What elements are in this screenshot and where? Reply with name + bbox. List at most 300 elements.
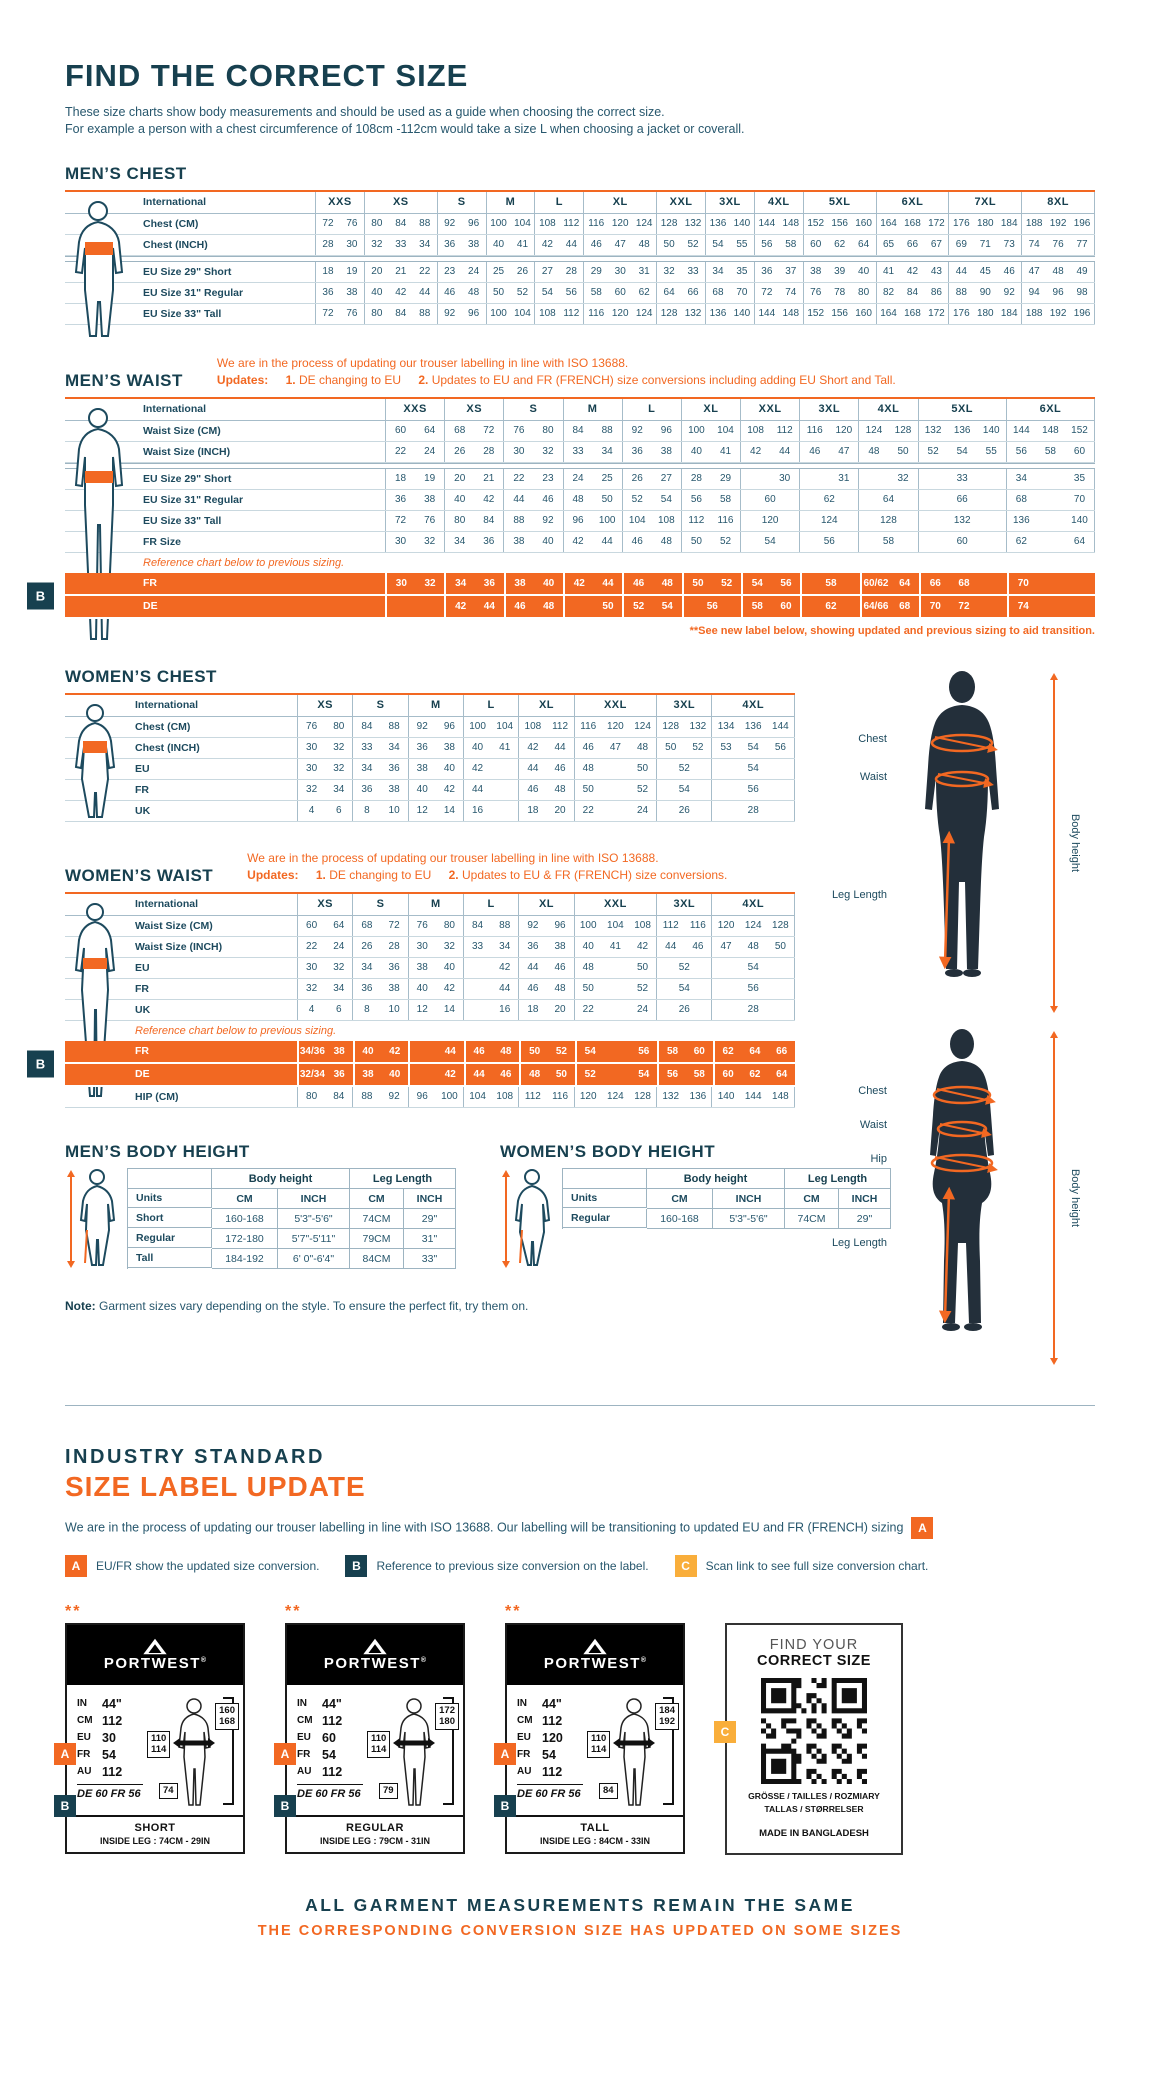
table-row <box>65 759 795 780</box>
size-cell: 66 <box>918 490 1006 510</box>
size-cell: 176 180 184 <box>948 214 1021 234</box>
size-cell: 64 66 <box>656 283 705 303</box>
row-label: Waist Size (CM) <box>143 425 221 437</box>
size-cell: 30 32 <box>297 738 352 758</box>
size-cell: 144 148 152 <box>1006 421 1095 441</box>
table-header-row <box>65 695 795 717</box>
qr-code <box>761 1678 867 1784</box>
size-cell: 136 140 <box>705 304 754 324</box>
size-cell: 62 64 66 <box>713 1041 795 1062</box>
size-cell: 46 48 <box>622 532 681 552</box>
badge-b: B <box>27 1051 54 1078</box>
size-cell: 46 48 <box>464 1041 520 1062</box>
mens-waist-footnote: **See new label below, showing updated and previous sizing to aid transition. <box>689 625 1095 637</box>
table-row <box>65 1000 795 1021</box>
inside-leg: INSIDE LEG : 74CM - 29IN <box>99 1836 211 1846</box>
size-cell: 34/36 38 <box>297 1041 353 1062</box>
size-cell: 50 52 <box>519 1041 575 1062</box>
size-cell: 76 80 <box>297 717 352 737</box>
size-row: EU 120 <box>517 1730 563 1745</box>
footer-line-1: ALL GARMENT MEASUREMENTS REMAIN THE SAME <box>305 1895 855 1915</box>
mens-chest-section <box>65 164 1095 325</box>
size-cell: 30 32 <box>385 573 444 594</box>
table-row <box>65 511 1095 532</box>
table-row <box>65 1087 795 1108</box>
size-cell: 56 <box>799 532 858 552</box>
table-row <box>65 916 795 937</box>
size-cell: 132 136 <box>656 1087 711 1107</box>
height-row-label: Regular <box>128 1229 212 1248</box>
size-cell: 58 <box>858 532 917 552</box>
size-cell: 46 48 <box>437 283 486 303</box>
row-label: Chest (INCH) <box>135 742 200 754</box>
table-header-row <box>65 894 795 916</box>
brand-name: PORTWEST® <box>103 1655 207 1672</box>
size-column-header: XL <box>681 399 740 420</box>
row-label: HIP (CM) <box>135 1091 179 1103</box>
size-cell: 42 <box>463 759 518 779</box>
row-label: FR <box>135 983 149 995</box>
leg-measure-box: 74 <box>159 1783 178 1800</box>
size-cell: 60 64 <box>297 916 352 936</box>
badge-a: A <box>274 1743 296 1765</box>
size-cell: 41 42 43 <box>876 262 949 282</box>
size-cell: 60 <box>918 532 1006 552</box>
height-value: 5'7"-5'11" <box>278 1229 350 1249</box>
size-cell: 33 34 <box>463 937 518 957</box>
row-label: Waist Size (INCH) <box>135 941 223 953</box>
size-cell: 108 112 <box>534 304 583 324</box>
table-row <box>65 937 795 958</box>
table-row <box>65 958 795 979</box>
table-row <box>65 235 1095 256</box>
size-row: EU 60 <box>297 1730 336 1745</box>
height-value: 172-180 <box>212 1229 278 1249</box>
fit-note: Note: Garment sizes vary depending on the style. To ensure the perfect fit, try them on. <box>65 1299 529 1313</box>
size-cell: 32 34 <box>297 780 352 800</box>
badge-c: C <box>675 1555 697 1577</box>
size-cell: 22 24 <box>297 937 352 957</box>
size-cell: 56 58 <box>754 235 803 255</box>
badge-a: A <box>494 1743 516 1765</box>
size-row: AU 112 <box>77 1764 123 1779</box>
page-subtitle-2: For example a person with a chest circumference of 108cm -112cm would take a size L when choosing a jacket or coverall. <box>65 122 745 136</box>
portwest-logo-icon <box>362 1638 388 1655</box>
size-column-header: XXL <box>656 192 705 213</box>
size-cell: 116 120 <box>799 421 858 441</box>
corner-label: International <box>135 699 199 711</box>
size-cell: 84 88 <box>563 421 622 441</box>
size-cell: 88 90 92 <box>948 283 1021 303</box>
measurement-sketch <box>371 1695 457 1811</box>
female-waist-label: Waist <box>859 1119 887 1131</box>
size-cell: 36 38 <box>352 979 407 999</box>
womens-waist-note: We are in the process of updating our trouser labelling in line with ISO 13688. Updates: 1. DE changing to EU 2. Updates to EU & FR (FRENCH) size conversions. <box>247 851 728 882</box>
size-cell: 112 116 <box>681 511 740 531</box>
size-cell: 68 70 <box>1006 490 1095 510</box>
size-cell: 44 <box>463 979 518 999</box>
size-column-header: XXL <box>574 695 657 716</box>
size-cell: 64 <box>858 490 917 510</box>
table-row <box>65 979 795 1000</box>
size-cell: 136 140 <box>705 214 754 234</box>
legend-item: C Scan link to see full size conversion chart. <box>675 1555 929 1577</box>
size-cell: 72 76 <box>385 511 444 531</box>
size-column-header: XL <box>518 695 573 716</box>
table-row <box>65 421 1095 442</box>
size-cell: 120 <box>740 511 799 531</box>
size-row: FR 54 <box>297 1747 336 1762</box>
size-cell: 134 136 144 <box>711 717 795 737</box>
size-cell: 42 44 <box>563 532 622 552</box>
size-cell: 108 112 <box>534 214 583 234</box>
size-cell: 4 6 <box>297 1000 352 1020</box>
height-value: 6' 0"-6'4" <box>278 1249 350 1269</box>
size-cell: 56 <box>711 979 795 999</box>
size-cell: 26 28 <box>444 442 503 462</box>
size-cell: 32/34 36 <box>297 1064 353 1085</box>
size-cell: 42 44 <box>444 596 503 617</box>
reference-note: Reference chart below to previous sizing. <box>143 557 345 569</box>
size-cell: 112 116 <box>656 916 711 936</box>
size-row: AU 112 <box>517 1764 563 1779</box>
size-cell: 44 <box>463 780 518 800</box>
size-cell: 108 112 <box>518 717 573 737</box>
height-column-header: INCH <box>713 1189 785 1209</box>
size-cell: 29 30 31 <box>583 262 656 282</box>
size-cell: 38 40 <box>503 532 562 552</box>
table-row <box>65 490 1095 511</box>
size-cell: 68 70 <box>705 283 754 303</box>
table-row <box>65 214 1095 235</box>
size-cell: 16 <box>463 801 518 821</box>
size-row: FR 54 <box>77 1747 116 1762</box>
badge-a: A <box>911 1517 933 1539</box>
size-cell: 12 14 <box>408 1000 463 1020</box>
size-column-header: 6XL <box>1006 399 1095 420</box>
size-cell: 116 120 124 <box>583 214 656 234</box>
size-cell: 144 148 <box>754 304 803 324</box>
size-cell: 84 88 <box>463 916 518 936</box>
size-cell: 53 54 56 <box>711 738 795 758</box>
size-cell: 164 168 172 <box>876 304 949 324</box>
portwest-size-label <box>500 1623 685 1854</box>
height-group-header: Leg Length <box>785 1169 891 1189</box>
size-cell: 42 44 <box>518 738 573 758</box>
size-column-header: S <box>503 399 562 420</box>
size-cell: 32 34 <box>297 979 352 999</box>
size-cell: 88 92 <box>503 511 562 531</box>
size-cell: 100 104 <box>463 717 518 737</box>
brand-name: PORTWEST® <box>323 1655 427 1672</box>
update-paragraph: We are in the process of updating our trouser labelling in line with ISO 13688. Our labelling will be transitioning to updated EU and FR (FRENCH) sizing A <box>65 1517 1095 1539</box>
label-card <box>60 1603 245 1854</box>
section-divider <box>65 1405 1095 1406</box>
height-value: 84CM <box>350 1249 404 1269</box>
size-cell: 33 <box>918 469 1006 489</box>
size-cell: 74 76 77 <box>1021 235 1095 255</box>
table-row <box>65 262 1095 283</box>
size-cell: 22 24 <box>574 1000 657 1020</box>
row-label: EU Size 31" Regular <box>143 287 244 299</box>
corner-label: International <box>143 403 207 415</box>
size-cell: 36 38 <box>622 442 681 462</box>
height-column-header: CM <box>212 1189 278 1209</box>
size-cell: 188 192 196 <box>1021 214 1095 234</box>
height-measure-box: 172 180 <box>435 1703 459 1730</box>
size-cell: 40 41 42 <box>574 937 657 957</box>
leg-measure-box: 79 <box>379 1783 398 1800</box>
height-column-header: CM <box>785 1189 839 1209</box>
previous-size-row: DE 60 FR 56 <box>297 1788 361 1800</box>
size-cell: 58 60 <box>741 596 800 617</box>
size-cell: 22 24 <box>385 442 444 462</box>
female-chest-figure-icon <box>65 701 125 819</box>
brand-name: PORTWEST® <box>543 1655 647 1672</box>
size-cell: 30 32 <box>297 759 352 779</box>
table-row <box>65 1064 795 1087</box>
female-leg-length-label: Leg Length <box>831 1237 887 1249</box>
size-cell: 60 62 64 <box>803 235 876 255</box>
size-cell: 28 30 <box>315 235 364 255</box>
size-cell: 40 42 <box>408 780 463 800</box>
size-column-header: XS <box>297 894 352 915</box>
size-cell: 38 40 <box>504 573 563 594</box>
size-cell: 104 108 <box>463 1087 518 1107</box>
height-row-label: Short <box>128 1209 212 1228</box>
size-cell: 64/66 68 <box>860 596 919 617</box>
table-row <box>65 780 795 801</box>
size-column-header: 7XL <box>948 192 1021 213</box>
table-row <box>65 717 795 738</box>
size-cell: 92 96 <box>408 717 463 737</box>
portwest-logo-icon <box>582 1638 608 1655</box>
size-cell: 82 84 86 <box>876 283 949 303</box>
footer-line-2: THE CORRESPONDING CONVERSION SIZE HAS UPDATED ON SOME SIZES <box>257 1923 903 1939</box>
size-cell: 100 104 <box>681 421 740 441</box>
size-column-header: 3XL <box>656 695 711 716</box>
badge-b: B <box>494 1795 516 1817</box>
size-row: IN 44" <box>517 1696 562 1711</box>
female-hip-label: Hip <box>870 1153 887 1165</box>
womens-chest-title: WOMEN’S CHEST <box>65 667 217 686</box>
badge-a: A <box>54 1743 76 1765</box>
womens-chest-section <box>65 667 795 822</box>
size-column-header: 4XL <box>754 192 803 213</box>
size-cell: 40 41 <box>681 442 740 462</box>
row-label: EU <box>135 763 150 775</box>
size-cell: 44 46 <box>518 759 573 779</box>
chest-measure-box: 110 114 <box>587 1731 610 1758</box>
previous-size-row: DE 60 FR 56 <box>517 1788 581 1800</box>
inside-leg: INSIDE LEG : 79CM - 31IN <box>319 1836 431 1846</box>
height-value: 29" <box>839 1209 891 1229</box>
size-cell: 188 192 196 <box>1021 304 1095 324</box>
height-measure-box: 160 168 <box>215 1703 239 1730</box>
size-column-header: 5XL <box>918 399 1006 420</box>
female-measurement-figure <box>813 1025 1095 1371</box>
height-value: 184-192 <box>212 1249 278 1269</box>
size-cell: 18 19 <box>315 262 364 282</box>
size-column-header: XXL <box>740 399 799 420</box>
made-in-text: MADE IN BANGLADESH <box>759 1828 869 1839</box>
size-cell: 50 <box>563 596 622 617</box>
size-cell: 128 <box>858 511 917 531</box>
table-row <box>65 442 1095 463</box>
portwest-size-label <box>280 1623 465 1854</box>
height-value: 31" <box>404 1229 456 1249</box>
size-column-header: 3XL <box>705 192 754 213</box>
previous-size-row: DE 60 FR 56 <box>77 1788 141 1800</box>
size-row: EU 30 <box>77 1730 116 1745</box>
size-column-header: 3XL <box>799 399 858 420</box>
size-cell: 152 156 160 <box>803 214 876 234</box>
size-row: AU 112 <box>297 1764 343 1779</box>
female-chest-label: Chest <box>858 1085 887 1097</box>
size-cell: 54 55 <box>705 235 754 255</box>
size-cell: 62 <box>799 490 858 510</box>
womens-waist-table <box>35 892 795 1108</box>
male-chest-label: Chest <box>858 733 887 745</box>
size-cell: 22 24 <box>574 801 657 821</box>
mens-body-height-section <box>65 1142 456 1269</box>
size-cell: 40 42 44 <box>364 283 437 303</box>
height-group-header: Body height <box>212 1169 350 1189</box>
size-cell: 54 56 <box>534 283 583 303</box>
label-card <box>280 1603 465 1854</box>
size-cell: 34 36 <box>444 532 503 552</box>
inside-leg: INSIDE LEG : 84CM - 33IN <box>539 1836 651 1846</box>
row-label: EU Size 29" Short <box>143 473 232 485</box>
height-column-header: Units <box>563 1189 647 1208</box>
size-cell: 26 27 <box>622 469 681 489</box>
size-cell: 69 71 73 <box>948 235 1021 255</box>
size-cell <box>385 596 444 617</box>
row-label: EU Size 33" Tall <box>143 515 222 527</box>
size-cell: 48 50 <box>858 442 917 462</box>
table-row <box>65 283 1095 304</box>
row-label: Waist Size (INCH) <box>143 446 231 458</box>
size-column-header: XL <box>583 192 656 213</box>
height-column-header: CM <box>647 1189 713 1209</box>
size-cell: 46 48 <box>622 573 681 594</box>
row-label: DE <box>143 600 158 612</box>
male-height-figure-icon <box>65 1168 117 1268</box>
size-cell: 36 38 <box>315 283 364 303</box>
size-column-header: XL <box>518 894 573 915</box>
size-cell: 36 38 <box>385 490 444 510</box>
size-cell: 54 <box>656 780 711 800</box>
brand-header <box>287 1625 463 1685</box>
size-column-header: M <box>486 192 535 213</box>
size-cell: 38 40 <box>408 759 463 779</box>
size-cell: 38 39 40 <box>803 262 876 282</box>
row-label: EU <box>135 962 150 974</box>
size-cell: 42 44 <box>534 235 583 255</box>
row-label: FR Size <box>143 536 181 548</box>
size-cell: 54 <box>656 979 711 999</box>
size-cell: 20 21 22 <box>364 262 437 282</box>
female-height-figure-icon <box>500 1168 552 1268</box>
size-cell: 80 84 <box>297 1087 352 1107</box>
size-cell: 33 34 <box>563 442 622 462</box>
size-cell: 31 <box>799 469 858 489</box>
size-column-header: XXS <box>315 192 364 213</box>
correct-size-text: CORRECT SIZE <box>757 1653 871 1669</box>
size-cell: 46 48 <box>518 979 573 999</box>
size-cell: 54 <box>740 532 799 552</box>
womens-waist-title: WOMEN’S WAIST <box>65 866 214 885</box>
size-cell: 58 60 <box>657 1041 713 1062</box>
size-cell: 116 120 124 <box>574 717 657 737</box>
size-cell: 48 50 <box>563 490 622 510</box>
size-cell: 56 58 <box>681 490 740 510</box>
size-cell: 50 52 <box>681 532 740 552</box>
mens-waist-section <box>35 355 1095 637</box>
size-cell: 26 28 <box>352 937 407 957</box>
row-label: Chest (CM) <box>135 721 191 733</box>
table-header-row <box>65 192 1095 214</box>
size-cell: 23 24 <box>437 262 486 282</box>
size-column-header: 5XL <box>803 192 876 213</box>
find-your-size-card <box>720 1623 903 1855</box>
row-label: FR <box>135 784 149 796</box>
transition-stars: ** <box>285 1603 302 1620</box>
reference-note: Reference chart below to previous sizing. <box>135 1025 337 1037</box>
row-label: FR <box>143 577 157 589</box>
leg-measure-box: 84 <box>599 1783 618 1800</box>
size-cell: 34 36 <box>444 573 503 594</box>
size-cell: 40 41 <box>486 235 535 255</box>
transition-stars: ** <box>505 1603 522 1620</box>
height-value: 5'3"-5'6" <box>278 1209 350 1229</box>
size-row: FR 54 <box>517 1747 556 1762</box>
size-cell: 36 38 <box>352 780 407 800</box>
size-cell: 96 100 <box>563 511 622 531</box>
languages-line-1: GRÖSSE / TAILLES / ROZMIARY <box>748 1791 880 1801</box>
mens-body-height-table <box>127 1168 456 1269</box>
male-measurement-figure <box>813 667 1095 1019</box>
size-cell: 50 52 <box>486 283 535 303</box>
size-cell: 46 47 48 <box>583 235 656 255</box>
height-column-header: Units <box>128 1189 212 1208</box>
size-row: IN 44" <box>77 1696 122 1711</box>
size-cell: 4 6 <box>297 801 352 821</box>
size-cell: 42 44 <box>740 442 799 462</box>
mens-chest-table <box>65 190 1095 325</box>
row-label: UK <box>135 805 151 817</box>
size-cell: 128 132 <box>656 717 711 737</box>
size-cell: 94 96 98 <box>1021 283 1095 303</box>
size-cell: 120 124 128 <box>574 1087 657 1107</box>
size-cell: 50 52 <box>574 780 657 800</box>
size-cell: 54 56 <box>741 573 800 594</box>
male-chest-figure-icon <box>65 198 131 338</box>
size-column-header: XS <box>364 192 437 213</box>
badge-b: B <box>54 1795 76 1817</box>
fit-name: TALL <box>580 1822 610 1834</box>
page-title: FIND THE CORRECT SIZE <box>65 58 469 93</box>
measurement-sketch <box>151 1695 237 1811</box>
size-cell: 92 96 <box>437 304 486 324</box>
size-cell: 26 <box>656 1000 711 1020</box>
size-column-header: S <box>352 894 407 915</box>
womens-body-height-title: WOMEN’S BODY HEIGHT <box>500 1142 716 1161</box>
size-cell: 46 48 <box>504 596 563 617</box>
size-cell: 12 14 <box>408 801 463 821</box>
languages-line-2: TALLAS / STØRRELSER <box>764 1804 864 1814</box>
size-cell: 140 144 148 <box>711 1087 795 1107</box>
